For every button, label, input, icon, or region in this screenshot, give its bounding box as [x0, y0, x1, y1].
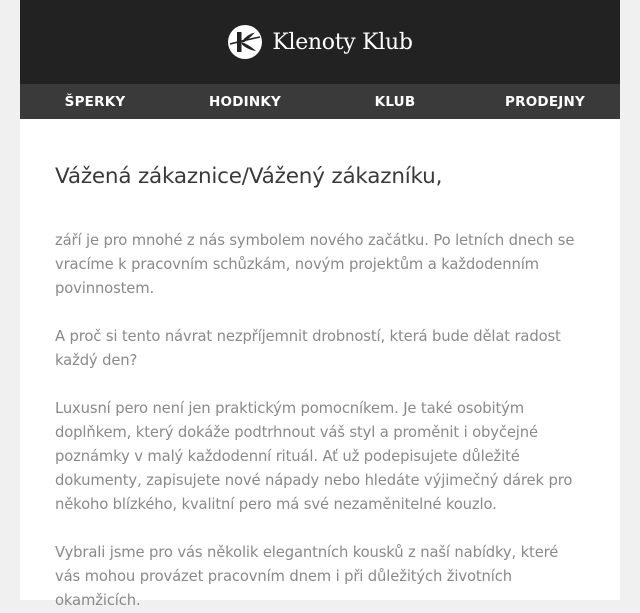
paragraph-2: A proč si tento návrat nezpříjemnit drobností, která bude dělat radost každý den?	[55, 328, 561, 369]
nav-item-sperky[interactable]: ŠPERKY	[64, 93, 126, 110]
nav-item-klub[interactable]: KLUB	[374, 93, 416, 110]
nav-item-prodejny[interactable]: PRODEJNY	[505, 93, 585, 110]
nav-item-hodinky[interactable]: HODINKY	[209, 93, 281, 110]
greeting-heading: Vážená zákaznice/Vážený zákazníku,	[55, 164, 443, 189]
paragraph-3: Luxusní pero není jen praktickým pomocníkem. Je také osobitým doplňkem, který dokáže podtrhnout váš styl a proměnit i obyčejné poznámky v malý každodenní rituál. Ať už podepisujete důležité dokumenty, zapisujete nové nápady nebo hledáte výjimečný dárek pro někoho blízkého, kvalitní pero má své nezaměnitelné kouzlo.	[55, 400, 573, 513]
header-bar	[20, 0, 620, 84]
email-body	[20, 0, 620, 609]
klenoty-k-logo-icon	[227, 24, 263, 60]
paragraph-4: Vybrali jsme pro vás několik elegantních kousků z naší nabídky, které vás mohou provázet pracovním dnem i při důležitých životních okamžicích.	[55, 544, 559, 609]
main-nav	[20, 84, 620, 119]
email-content	[20, 119, 620, 613]
brand-link[interactable]	[227, 24, 412, 60]
paragraph-1: září je pro mnohé z nás symbolem nového začátku. Po letních dnech se vracíme k pracovním schůzkám, novým projektům a každodenním povinnostem.	[55, 232, 575, 297]
brand-name: Klenoty Klub	[272, 29, 413, 55]
